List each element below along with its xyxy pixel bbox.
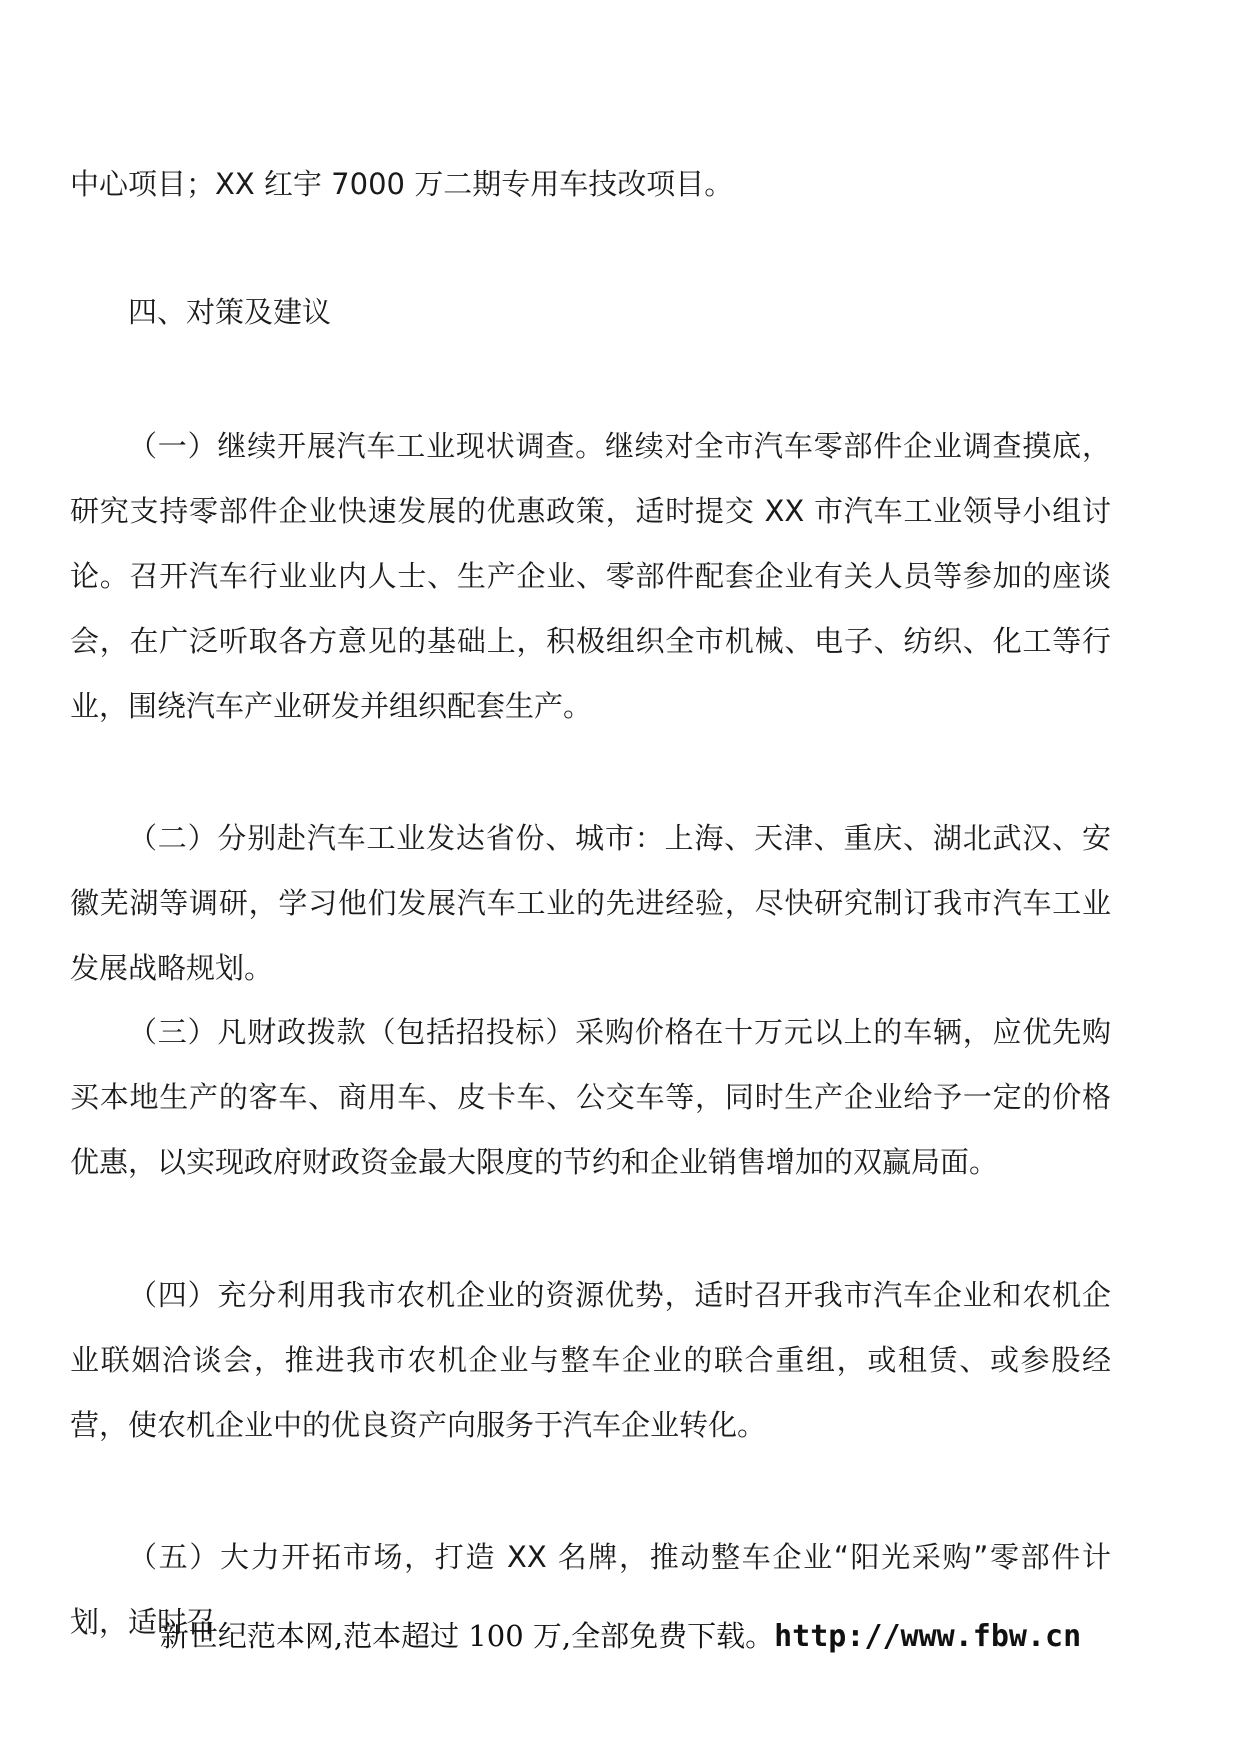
paragraph-item-1: （一）继续开展汽车工业现状调查。继续对全市汽车零部件企业调查摸底，研究支持零部件企业快速发展的优惠政策，适时提交 XX 市汽车工业领导小组讨论。召开汽车行业业内人士、生产企业、零部件配套企业有关人员等参加的座谈会，在广泛听取各方意见的基础上，积极组织全市机械、电子、纺织、化工等行业，围绕汽车产业研发并组织配套生产。	[70, 429, 1111, 723]
footer-site-text: 新世纪范本网,范本超过 100 万,全部免费下载。	[159, 1619, 775, 1653]
paragraph-item-2: （二）分别赴汽车工业发达省份、城市：上海、天津、重庆、湖北武汉、安徽芜湖等调研，学习他们发展汽车工业的先进经验，尽快研究制订我市汽车工业发展战略规划。	[70, 821, 1111, 985]
paragraph-item-4: （四）充分利用我市农机企业的资源优势，适时召开我市汽车企业和农机企业联姻洽谈会，推进我市农机企业与整车企业的联合重组，或租赁、或参股经营，使农机企业中的优良资产向服务于汽车企业转化。	[70, 1278, 1111, 1442]
page-footer	[0, 1616, 1241, 1657]
footer-url-link[interactable]: http://www.fbw.cn	[774, 1619, 1082, 1654]
paragraph-item-3: （三）凡财政拨款（包括招投标）采购价格在十万元以上的车辆，应优先购买本地生产的客车、商用车、皮卡车、公交车等，同时生产企业给予一定的价格优惠，以实现政府财政资金最大限度的节约和企业销售增加的双赢局面。	[70, 1015, 1111, 1179]
paragraph-item-5: （五）大力开拓市场，打造 XX 名牌，推动整车企业“阳光采购”零部件计划，适时召	[70, 1540, 1111, 1639]
paragraph-intro-continuation: 中心项目；XX 红宇 7000 万二期专用车技改项目。	[70, 167, 734, 201]
section-heading: 四、对策及建议	[128, 295, 332, 329]
